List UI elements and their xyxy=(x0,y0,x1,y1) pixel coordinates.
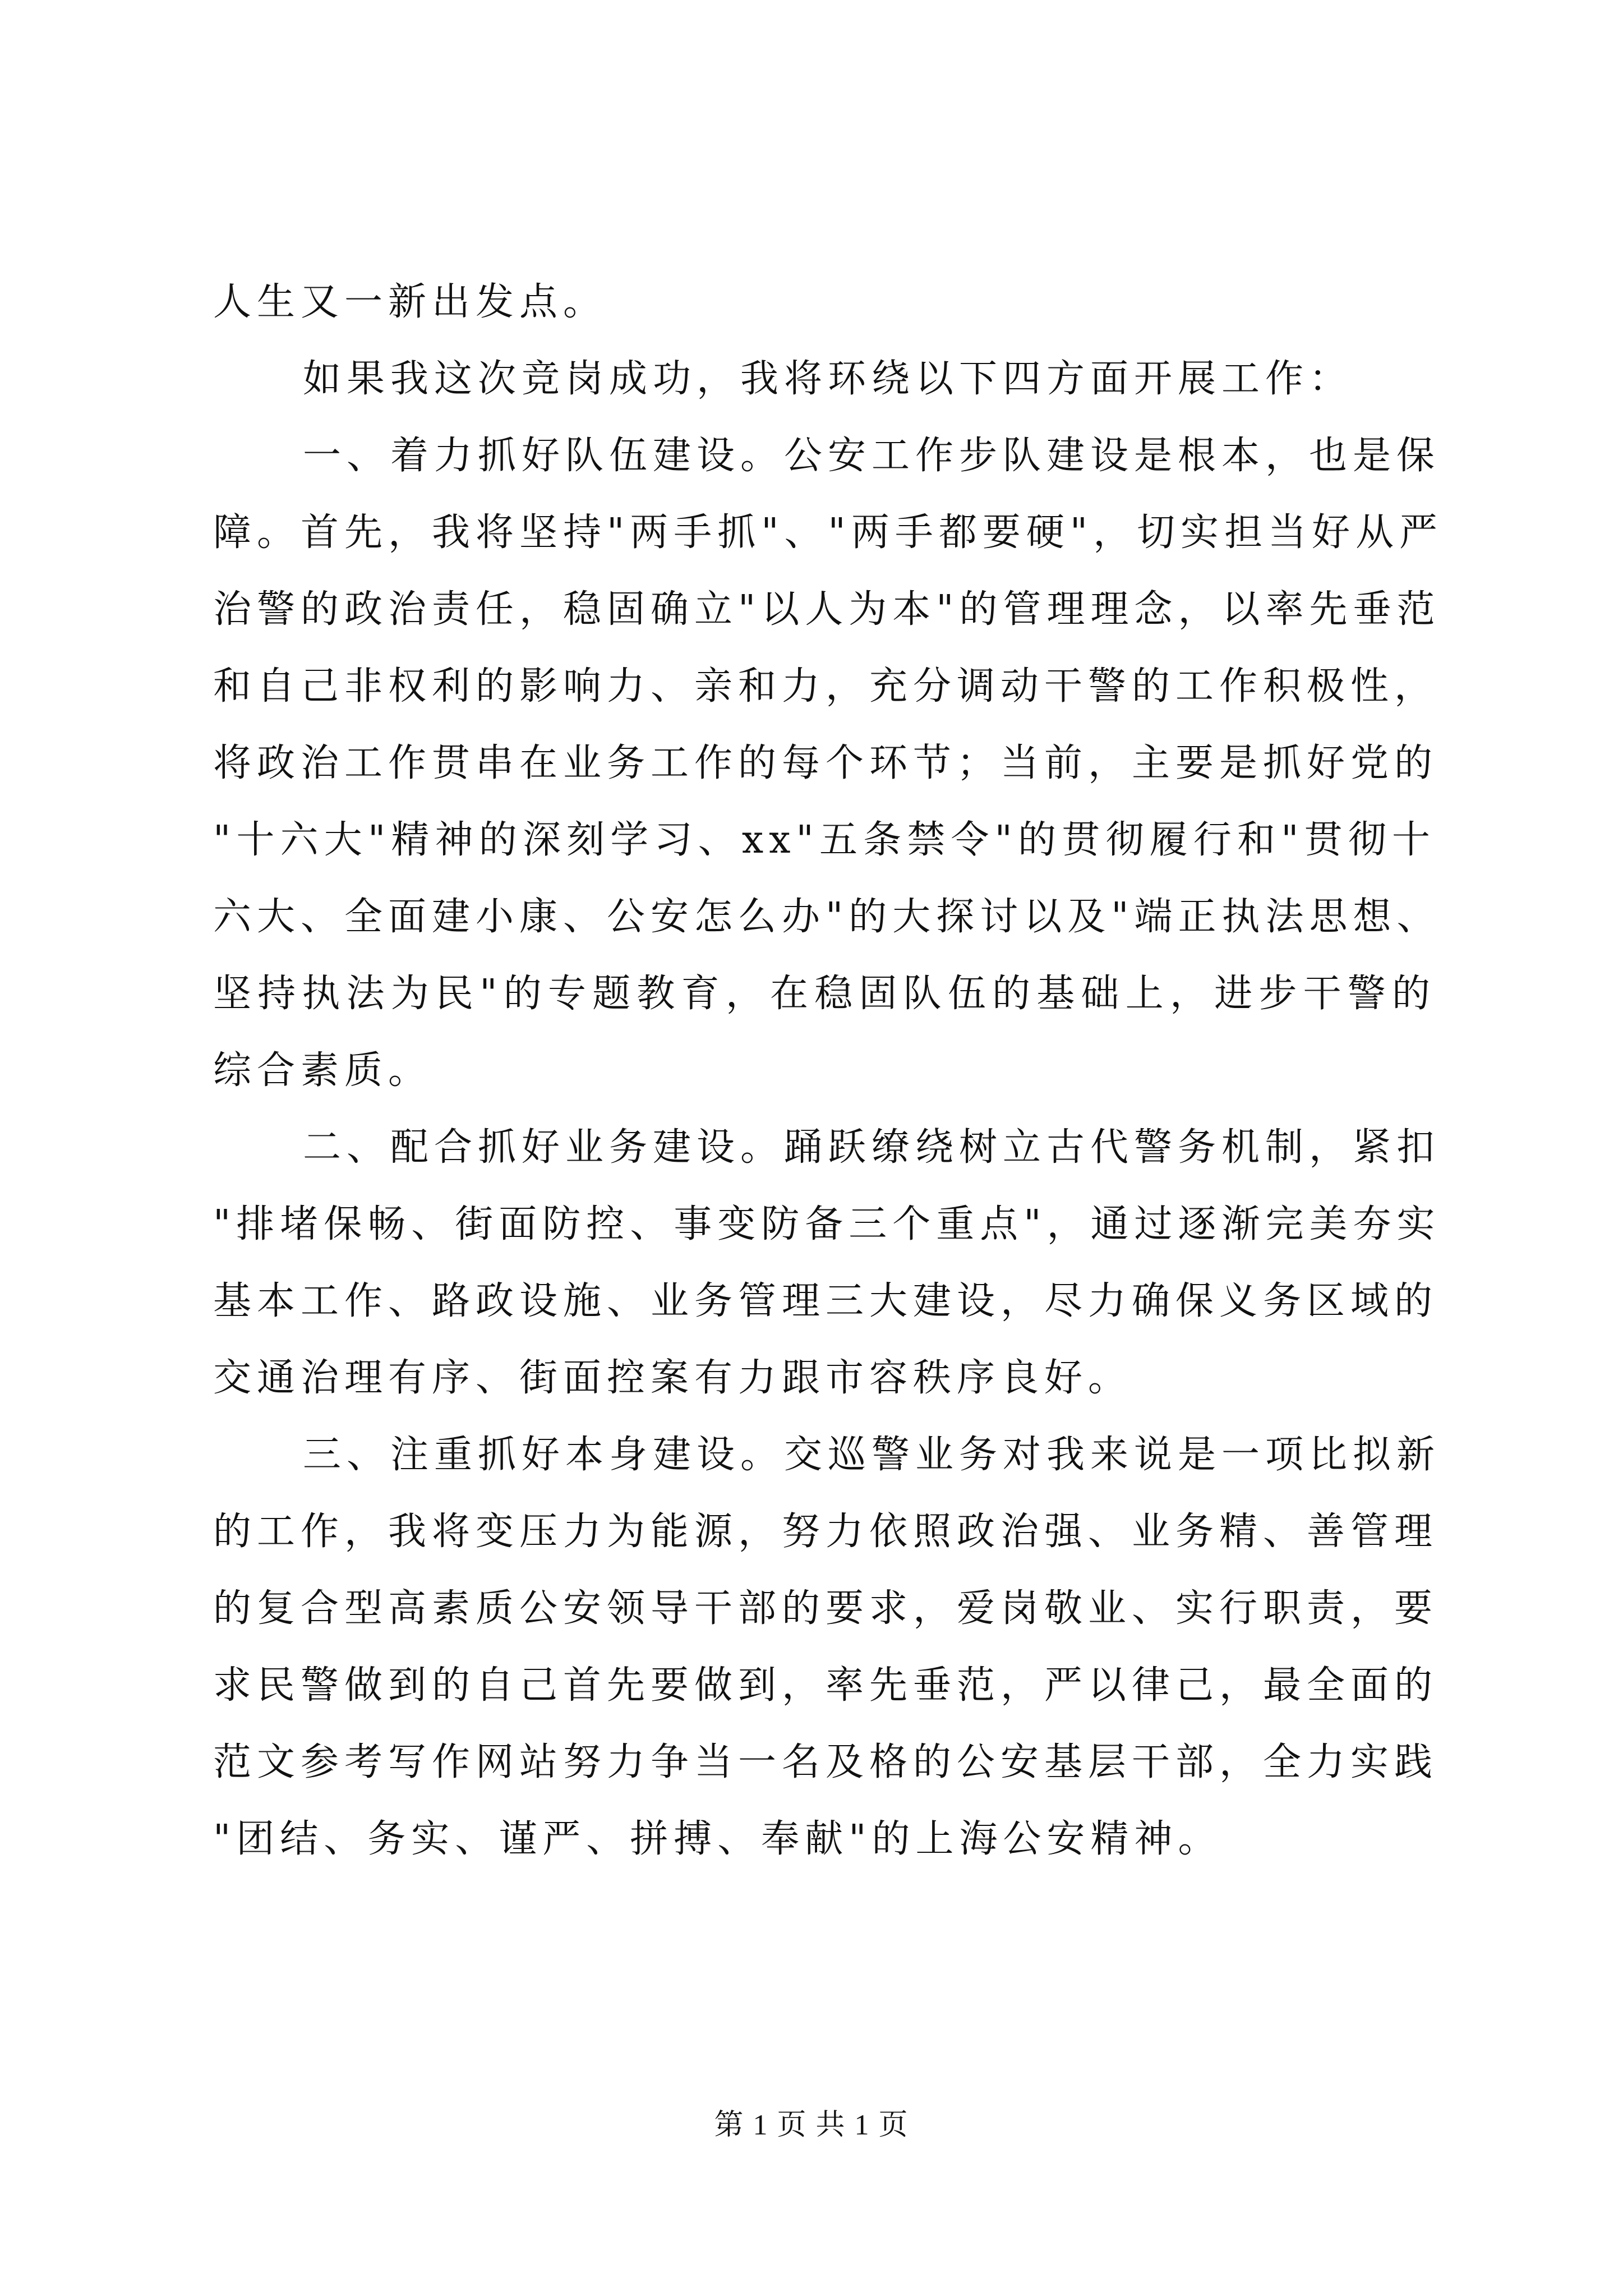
text-line: 交通治理有序、街面控案有力跟市容秩序良好。 xyxy=(213,1356,1132,1400)
paragraph-line: 如果我这次竞岗成功，我将环绕以下四方面开展工作： xyxy=(303,357,1353,401)
text-line: 范文参考写作网站努力争当一名及格的公安基层干部，全力实践 xyxy=(213,1740,1438,1784)
text-line: 障。首先，我将坚持"两手抓"、"两手都要硬"，切实担当好从严 xyxy=(213,510,1444,555)
text-line: 人生又一新出发点。 xyxy=(213,280,607,324)
text-line: 求民警做到的自己首先要做到，率先垂范，严以律己，最全面的 xyxy=(213,1663,1438,1708)
text-line: 的工作，我将变压力为能源，努力依照政治强、业务精、善管理 xyxy=(213,1510,1438,1554)
text-line: "排堵保畅、街面防控、事变防备三个重点"，通过逐渐完美夯实 xyxy=(213,1202,1441,1246)
text-line: 的复合型高素质公安领导干部的要求，爱岗敬业、实行职责，要 xyxy=(213,1586,1438,1631)
text-line: 将政治工作贯串在业务工作的每个环节；当前，主要是抓好党的 xyxy=(213,741,1438,785)
text-line: 综合素质。 xyxy=(213,1048,432,1093)
paragraph-line: 三、注重抓好本身建设。交巡警业务对我来说是一项比拟新 xyxy=(303,1433,1441,1477)
text-line: 基本工作、路政设施、业务管理三大建设，尽力确保义务区域的 xyxy=(213,1279,1438,1323)
text-line: 六大、全面建小康、公安怎么办"的大探讨以及"端正执法思想、 xyxy=(213,895,1441,939)
text-line: "十六大"精神的深刻学习、xx"五条禁令"的贯彻履行和"贯彻十 xyxy=(213,818,1436,862)
page-number-footer: 第 1 页 共 1 页 xyxy=(714,2109,909,2141)
paragraph-line: 二、配合抓好业务建设。踊跃缭绕树立古代警务机制，紧扣 xyxy=(303,1125,1441,1170)
text-line: "团结、务实、谨严、拼搏、奉献"的上海公安精神。 xyxy=(213,1817,1222,1861)
paragraph-line: 一、着力抓好队伍建设。公安工作步队建设是根本，也是保 xyxy=(303,434,1441,478)
text-line: 治警的政治责任，稳固确立"以人为本"的管理理念，以率先垂范 xyxy=(213,587,1441,632)
text-line: 坚持执法为民"的专题教育，在稳固队伍的基础上，进步干警的 xyxy=(213,972,1436,1016)
document-body xyxy=(213,264,1444,1878)
text-line: 和自己非权利的影响力、亲和力，充分调动干警的工作积极性， xyxy=(213,664,1438,708)
